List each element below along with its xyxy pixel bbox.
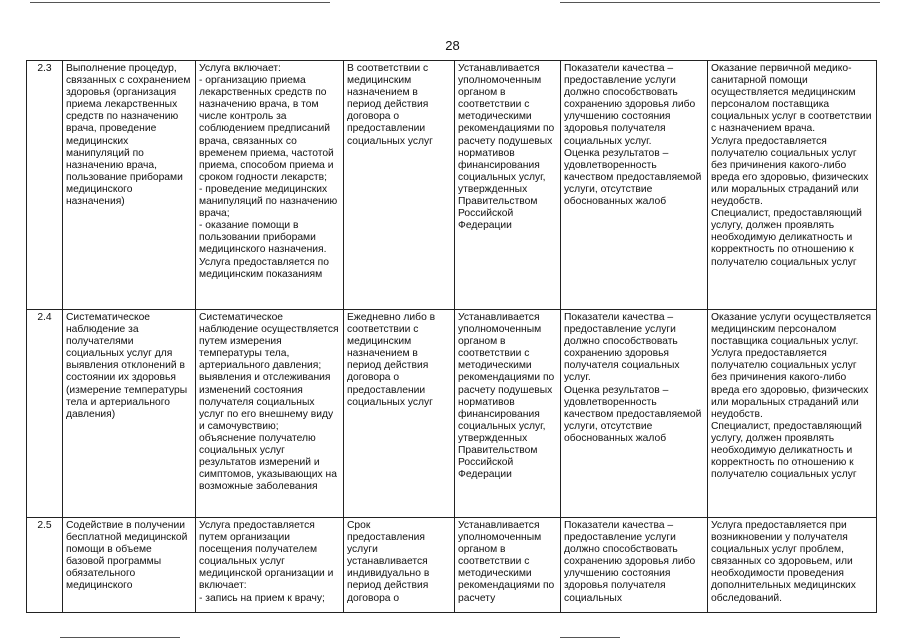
- page-number: 28: [445, 38, 460, 53]
- per-capita-standard-cell: Устанавливается уполномоченным органом в соответствии с методическими рекомендациями по расчету подушевых нормативов финансирования социальных услуг, утвержденных Правительством Российской Федерации: [455, 310, 561, 518]
- quality-indicators-cell: Показатели качества – предоставление услуги должно способствовать сохранению здоровья либо улучшению состояния здоровья получателя социальных услуг. Оценка результатов – удовлетворенность качеством предоставляемой услуги, отсутствие обоснованных жалоб: [561, 61, 708, 310]
- table-row: [27, 61, 877, 310]
- top-rule-left: [30, 2, 330, 3]
- bottom-rule-left: [60, 637, 180, 638]
- top-rule-right: [560, 2, 880, 3]
- service-name-cell: Содействие в получении бесплатной медицинской помощи в объеме базовой программы обязательного медицинского: [63, 518, 196, 613]
- service-name-cell: Выполнение процедур, связанных с сохранением здоровья (организация приема лекарственных средств по назначению врача, проведение медицинских манипуляций по назначению врача, пользование приборами медицинского назначения): [63, 61, 196, 310]
- per-capita-standard-cell: Устанавливается уполномоченным органом в соответствии с методическими рекомендациями по расчету подушевых нормативов финансирования социальных услуг, утвержденных Правительством Российской Федерации: [455, 61, 561, 310]
- service-name-cell: Систематическое наблюдение за получателями социальных услуг для выявления отклонений в состоянии их здоровья (измерение температуры тела и артериального давления): [63, 310, 196, 518]
- service-term-cell: Срок предоставления услуги устанавливается индивидуально в период действия договора о: [344, 518, 455, 613]
- row-number: 2.5: [27, 518, 63, 613]
- row-number: 2.4: [27, 310, 63, 518]
- table-row: [27, 310, 877, 518]
- quality-indicators-cell: Показатели качества – предоставление услуги должно способствовать сохранению здоровья получателя социальных услуг. Оценка результатов – удовлетворенность качеством предоставляемой услуги, отсутствие обоснованных жалоб: [561, 310, 708, 518]
- table-row: [27, 518, 877, 613]
- services-table: [26, 60, 877, 613]
- service-conditions-cell: Оказание первичной медико-санитарной помощи осуществляется медицинским персоналом поставщика социальных услуг в соответствии с назначением врача. Услуга предоставляется получателю социальных услуг без причинения какого-либо вреда его здоровью, физических или моральных страданий или неудобств. Специалист, предоставляющий услугу, должен проявлять необходимую деликатность и корректность по отношению к получателю социальных услуг: [708, 61, 877, 310]
- bottom-rule-right: [560, 637, 620, 638]
- service-conditions-cell: Услуга предоставляется при возникновении у получателя социальных услуг проблем, связанных со здоровьем, или необходимости проведения дополнительных медицинских обследований.: [708, 518, 877, 613]
- service-term-cell: В соответствии с медицинским назначением в период действия договора о предоставлении социальных услуг: [344, 61, 455, 310]
- service-content-cell: Услуга предоставляется путем организации посещения получателем социальных услуг медицинской организации и включает: - запись на прием к врачу;: [196, 518, 344, 613]
- per-capita-standard-cell: Устанавливается уполномоченным органом в соответствии с методическими рекомендациями по расчету: [455, 518, 561, 613]
- service-content-cell: Систематическое наблюдение осуществляется путем измерения температуры тела, артериального давления; выявления и отслеживания изменений состояния получателя социальных услуг по его внешнему виду и самочувствию; объяснение получателю социальных услуг результатов измерений и симптомов, указывающих на возможные заболевания: [196, 310, 344, 518]
- quality-indicators-cell: Показатели качества – предоставление услуги должно способствовать сохранению здоровья либо улучшению состояния здоровья получателя социальных: [561, 518, 708, 613]
- service-term-cell: Ежедневно либо в соответствии с медицинским назначением в период действия договора о предоставлении социальных услуг: [344, 310, 455, 518]
- service-content-cell: Услуга включает: - организацию приема лекарственных средств по назначению врача, в том числе контроль за соблюдением предписаний врача, связанных со временем приема, частотой приема, способом приема и сроком годности лекарств; - проведение медицинских манипуляций по назначению врача; - оказание помощи в пользовании приборами медицинского назначения. Услуга предоставляется по медицинским показаниям: [196, 61, 344, 310]
- row-number: 2.3: [27, 61, 63, 310]
- service-conditions-cell: Оказание услуги осуществляется медицинским персоналом поставщика социальных услуг. Услуга предоставляется получателю социальных услуг без причинения какого-либо вреда его здоровью, физических или моральных страданий или неудобств. Специалист, предоставляющий услугу, должен проявлять необходимую деликатность и корректность по отношению к получателю социальных услуг: [708, 310, 877, 518]
